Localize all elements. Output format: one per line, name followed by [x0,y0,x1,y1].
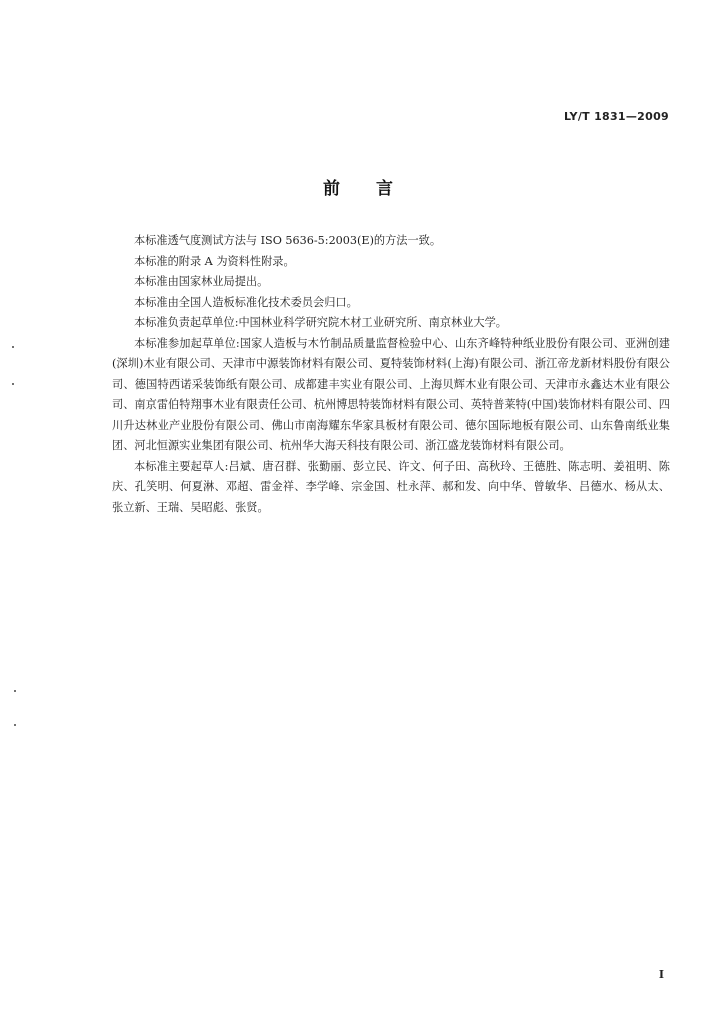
page-number: I [658,968,664,981]
document-body [112,231,670,518]
scan-speck [12,346,14,348]
paragraph-test-method: 本标准透气度测试方法与 ISO 5636-5:2003(E)的方法一致。 [134,234,442,247]
paragraph-participating-units: 本标准参加起草单位:国家人造板与木竹制品质量监督检验中心、山东齐峰特种纸业股份有限公司、亚洲创建(深圳)木业有限公司、天津市中源装饰材料有限公司、夏特装饰材料(上海)有限公司、浙江帝龙新材料股份有限公司、德国特西诺采装饰纸有限公司、成都建丰实业有限公司、上海贝辉木业有限公司、天津市永鑫达木业有限公司、南京雷伯特翔事木业有限责任公司、杭州博思特装饰材料有限公司、英特普莱特(中国)装饰材料有限公司、四川升达林业产业股份有限公司、佛山市南海耀东华家具板材有限公司、德尔国际地板有限公司、山东鲁南纸业集团、河北恒源实业集团有限公司、杭州华大海天科技有限公司、浙江盛龙装饰材料有限公司。 [112,336,670,452]
scan-speck [14,690,16,692]
standard-code: LY/T 1831—2009 [563,110,669,123]
scan-speck [14,724,16,726]
scan-speck [12,383,14,385]
paragraph-drafters: 本标准主要起草人:吕斌、唐召群、张勤丽、彭立民、许文、何子田、高秋玲、王德胜、陈志明、姜祖明、陈庆、孔笑明、何夏淋、邓超、雷金祥、李学峰、宗金国、杜永萍、郝和发、向中华、曾敏华、吕德水、杨从太、张立新、王瑞、吴昭彪、张贤。 [112,459,670,514]
paragraph-committee: 本标准由全国人造板标准化技术委员会归口。 [134,295,358,309]
paragraph-responsible-units: 本标准负责起草单位:中国林业科学研究院木材工业研究所、南京林业大学。 [134,316,507,329]
paragraph-proposer: 本标准由国家林业局提出。 [134,275,269,288]
page-title: 前言 [323,179,429,199]
paragraph-appendix: 本标准的附录 A 为资料性附录。 [134,254,295,268]
